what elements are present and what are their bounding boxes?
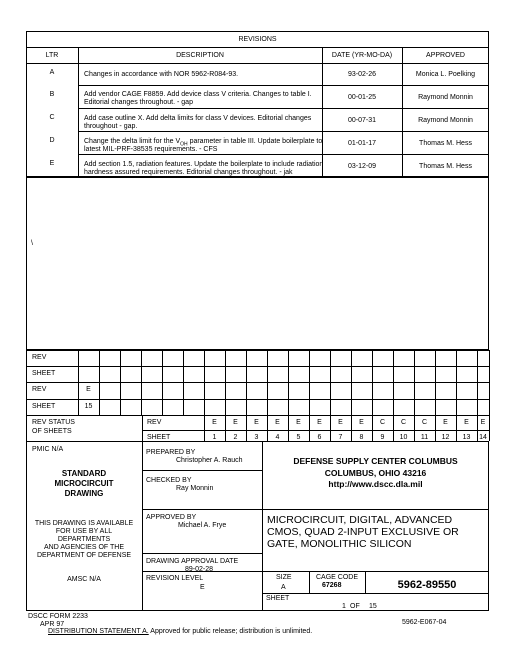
approved-by-label: APPROVED BY: [146, 514, 197, 521]
rev-status-value: E: [464, 418, 469, 426]
approval-date: 89-02-28: [185, 566, 214, 573]
drawing-title-line2: CMOS, QUAD 2-INPUT EXCLUSIVE OR: [267, 526, 459, 538]
agency-url: http://www.dscc.dla.mil: [328, 479, 423, 489]
drawing-title-line3: GATE, MONOLITHIC SILICON: [267, 538, 412, 550]
amsc-label: AMSC N/A: [67, 576, 101, 583]
rev-status-sheet-number: 13: [462, 434, 471, 442]
grid-line: [183, 350, 184, 415]
availability-line2: FOR USE BY ALL: [55, 528, 113, 535]
grid-row-label: REV: [32, 354, 47, 361]
drawing-number: 5962-89550: [397, 579, 457, 591]
revision-description-line1: Add section 1.5, radiation features. Update the boilerplate to include radiation: [84, 161, 324, 168]
size-label: SIZE: [276, 574, 292, 581]
grid-line: [456, 350, 457, 415]
form-date: APR 97: [40, 621, 65, 628]
checked-by-label: CHECKED BY: [146, 477, 192, 484]
agency-address: COLUMBUS, OHIO 43216: [324, 468, 427, 478]
rev-status-sheet-number: 4: [275, 434, 280, 442]
grid-line: [489, 415, 490, 441]
rev-status-value: E: [233, 418, 238, 426]
grid-row-label: SHEET: [32, 402, 56, 410]
microcircuit-label: MICROCIRCUIT: [54, 479, 114, 488]
grid-line: [414, 350, 415, 415]
rev-status-value: E: [275, 418, 280, 426]
revision-description-line2: hardness assured requirements. Editorial changes throughout. - jak: [84, 169, 293, 176]
grid-line: [351, 350, 352, 415]
rev-status-value: E: [359, 418, 364, 426]
revision-description-line1: Change the delta limit for the $V_{OH}$ parameter in table III. Update boilerplate to: [84, 138, 323, 148]
sheet-number: 1: [342, 603, 346, 610]
grid-line: [477, 350, 478, 415]
standard-label: STANDARD: [61, 469, 107, 478]
revision-date: 00-07-31: [347, 117, 377, 124]
header-approved: APPROVED: [426, 52, 465, 59]
rev-status-value: E: [296, 418, 301, 426]
revision-level: E: [200, 584, 205, 591]
grid-line: [435, 350, 436, 415]
header-description: DESCRIPTION: [176, 52, 224, 59]
rev-status-sheet-number: 7: [338, 434, 343, 442]
prepared-by-name: Christopher A. Rauch: [176, 457, 243, 464]
rev-status-value: E: [480, 418, 486, 426]
rev-status-value: E: [317, 418, 322, 426]
revision-description: Changes in accordance with NOR 5962-R084-93.: [84, 71, 239, 78]
revision-approver: Thomas M. Hess: [419, 140, 472, 147]
cage-code-value: 67268: [322, 582, 342, 589]
revision-date: 01-01-17: [347, 140, 377, 147]
revision-letter: A: [49, 69, 55, 76]
form-number: DSCC FORM 2233: [28, 613, 88, 620]
grid-line: [26, 415, 27, 441]
revision-description-line1: Add vendor CAGE F8859. Add device class V criteria. Changes to table I.: [84, 91, 312, 98]
approved-by-name: Michael A. Frye: [178, 522, 227, 529]
revision-letter: B: [49, 91, 55, 98]
revision-date: 93-02-26: [347, 71, 377, 78]
rev-status-value: E: [254, 418, 259, 426]
revision-description-line2: throughout - gap.: [84, 123, 138, 130]
rev-status-sheet-number: 5: [296, 434, 301, 442]
rev-status-sheet-number: 3: [254, 434, 259, 442]
cage-code-label: CAGE CODE: [316, 574, 359, 581]
revision-letter: E: [49, 160, 55, 167]
rev-status-sheet-number: 14: [479, 434, 487, 442]
distribution-text: Approved for public release; distribution is unlimited.: [148, 628, 313, 635]
rev-status-sheet-number: 8: [359, 434, 364, 442]
drawing-title-line1: MICROCIRCUIT, DIGITAL, ADVANCED: [267, 514, 453, 526]
revision-letter: D: [49, 137, 55, 144]
revision-approver: Raymond Monnin: [418, 117, 473, 124]
grid-line: [204, 350, 205, 415]
grid-sheet-value: 15: [84, 402, 93, 410]
distribution-label: DISTRIBUTION STATEMENT A.: [48, 628, 149, 635]
grid-line: [246, 350, 247, 415]
sheet-of-label: OF: [350, 603, 360, 610]
grid-line: [26, 350, 489, 351]
grid-line: [267, 350, 268, 415]
approval-date-label: DRAWING APPROVAL DATE: [146, 558, 239, 565]
rev-status-sheet-number: 6: [317, 434, 322, 442]
grid-row-label: REV: [32, 386, 47, 394]
rev-status-sheet-number: 9: [380, 434, 385, 442]
revision-description-line1: Add case outline X. Add delta limits for class V devices. Editorial changes: [84, 115, 312, 122]
rev-status-value: E: [338, 418, 343, 426]
rev-status-sheet-number: 11: [420, 434, 429, 442]
rev-status-value: C: [379, 418, 386, 426]
grid-line: [141, 350, 142, 415]
header-date: DATE (YR-MO-DA): [331, 52, 393, 59]
grid-line: [489, 350, 490, 415]
revision-description-line2: Editorial changes throughout. - gap: [84, 99, 193, 106]
header-ltr: LTR: [45, 52, 59, 59]
availability-line5: DEPARTMENT OF DEFENSE: [36, 552, 132, 559]
grid-line: [393, 350, 394, 415]
grid-row-label: SHEET: [32, 370, 56, 378]
revision-description-line2: latest MIL-PRF-38535 requirements. - CFS: [84, 146, 218, 153]
grid-line: [120, 350, 121, 415]
rev-status-label: REV STATUS: [32, 418, 75, 426]
document-id: 5962-E067-04: [402, 619, 447, 626]
grid-line: [26, 382, 489, 383]
pmic-label: PMIC N/A: [32, 446, 64, 453]
prepared-by-label: PREPARED BY: [146, 449, 196, 456]
revision-level-label: REVISION LEVEL: [146, 575, 204, 582]
stray-mark: \: [31, 240, 33, 247]
revision-approver: Thomas M. Hess: [419, 163, 472, 170]
grid-line: [26, 366, 489, 367]
grid-line: [309, 350, 310, 415]
drawing-label: DRAWING: [64, 489, 104, 498]
grid-line: [372, 350, 373, 415]
sheet-label: SHEET: [266, 595, 290, 602]
grid-line: [225, 350, 226, 415]
rev-status-sheet-number: 2: [233, 434, 238, 442]
revision-letter: C: [49, 114, 55, 121]
grid-line: [288, 350, 289, 415]
revision-approver: Raymond Monnin: [418, 94, 473, 101]
rev-status-sheet-number: 12: [441, 434, 450, 442]
grid-line: [99, 350, 100, 415]
revision-date: 00-01-25: [347, 94, 377, 101]
blank-area: [26, 177, 489, 350]
checked-by-name: Ray Monnin: [176, 485, 214, 492]
availability-line3: DEPARTMENTS: [57, 536, 111, 543]
rev-status-sheet-number: 10: [399, 434, 408, 442]
grid-line: [330, 350, 331, 415]
distribution-statement: [48, 628, 312, 636]
grid-line: [26, 415, 489, 416]
grid-line: [142, 430, 489, 431]
rev-status-value: C: [400, 418, 407, 426]
rev-status-sheet-number: 1: [212, 434, 217, 442]
revisions-title: REVISIONS: [238, 36, 277, 43]
of-sheets-label: OF SHEETS: [32, 427, 72, 435]
rev-status-sheet-label: SHEET: [147, 434, 171, 442]
revision-date: 03-12-09: [347, 163, 377, 170]
size-value: A: [281, 584, 286, 591]
agency-name: DEFENSE SUPPLY CENTER COLUMBUS: [293, 456, 458, 466]
availability-line4: AND AGENCIES OF THE: [44, 544, 124, 551]
rev-status-value: E: [212, 418, 217, 426]
grid-line: [26, 350, 27, 415]
sheet-total: 15: [369, 603, 377, 610]
availability-line1: THIS DRAWING IS AVAILABLE: [34, 520, 134, 527]
rev-status-rev-label: REV: [147, 418, 162, 426]
grid-rev-value: E: [86, 386, 91, 394]
grid-line: [142, 415, 143, 441]
grid-line: [162, 350, 163, 415]
rev-status-value: E: [443, 418, 448, 426]
grid-line: [26, 399, 489, 400]
revision-approver: Monica L. Poelking: [415, 71, 476, 78]
rev-status-value: C: [421, 418, 428, 426]
